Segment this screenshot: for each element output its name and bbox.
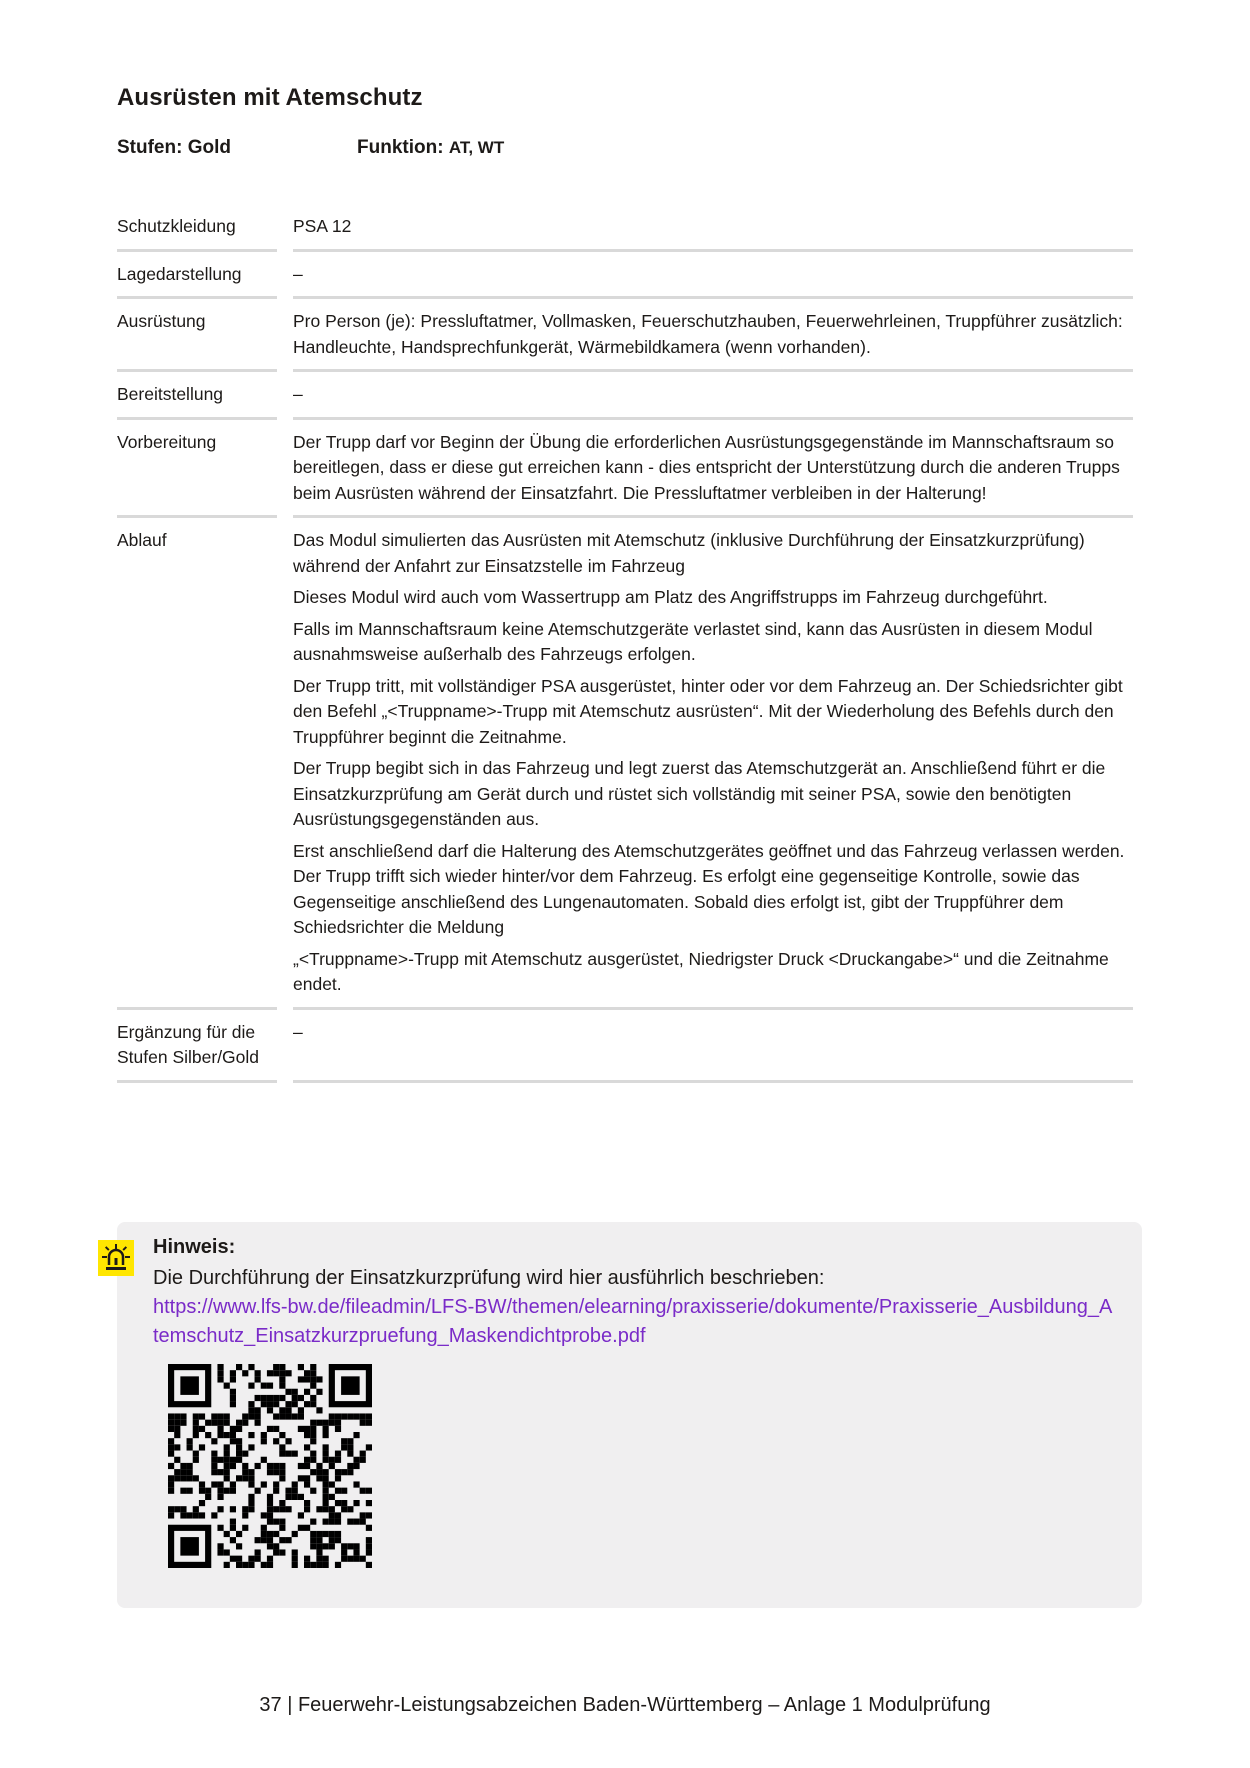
row-label: Lagedarstellung xyxy=(117,252,277,300)
row-paragraph: Falls im Mannschaftsraum keine Atemschutzgeräte verlastet sind, kann das Ausrüsten in diesem Modul ausnahmsweise außerhalb des Fahrzeugs erfolgen. xyxy=(293,618,1093,664)
table-row xyxy=(117,1010,1133,1083)
funktion-label: Funktion: xyxy=(357,137,444,158)
row-value xyxy=(293,210,1133,252)
row-value xyxy=(293,299,1133,372)
row-value xyxy=(293,252,1133,300)
stufen-label: Stufen: xyxy=(117,137,183,158)
page-number: 37 xyxy=(259,1694,282,1716)
row-paragraph: – xyxy=(293,1021,303,1042)
row-value xyxy=(293,1010,1133,1083)
row-paragraph: Der Trupp tritt, mit vollständiger PSA ausgerüstet, hinter oder vor dem Fahrzeug an. Der Schiedsrichter gibt den Befehl „<Truppname>-Trupp mit Atemschutz ausrüsten“. Mit der Wiederholung des Befehls durch den Truppführer beginnt die Zeitnahme. xyxy=(293,675,1123,747)
row-paragraph: Der Trupp darf vor Beginn der Übung die erforderlichen Ausrüstungsgegenstände im Mannschaftsraum so bereitlegen, dass er diese gut erreichen kann - dies entspricht der Unterstützung durch die anderen Trupps beim Ausrüsten während der Einsatzfahrt. Die Pressluftatmer verbleiben in der Halterung! xyxy=(293,431,1120,503)
row-paragraph: Erst anschließend darf die Halterung des Atemschutzgerätes geöffnet und das Fahrzeug verlassen werden. Der Trupp trifft sich wieder hinter/vor dem Fahrzeug. Es erfolgt eine gegenseitige Kontrolle, sowie das Gegenseitige anschließend des Lungenautomaten. Sobald dies erfolgt ist, gibt der Truppführer dem Schiedsrichter die Meldung xyxy=(293,840,1125,937)
row-paragraph: Das Modul simulierten das Ausrüsten mit Atemschutz (inklusive Durchführung der Einsatzkurzprüfung) während der Anfahrt zur Einsatzstelle im Fahrzeug xyxy=(293,530,1085,576)
table-row xyxy=(117,299,1133,372)
row-paragraph: Pro Person (je): Pressluftatmer, Vollmasken, Feuerschutzhauben, Feuerwehrleinen, Truppführer zusätzlich: Handleuchte, Handsprechfunkgerät, Wärmebildkamera (wenn vorhanden). xyxy=(293,311,1123,357)
stufen-info xyxy=(117,137,231,159)
page-footer xyxy=(0,1694,1250,1717)
row-value xyxy=(293,518,1133,1010)
row-label: Ablauf xyxy=(117,518,277,1010)
hint-title: Hinweis: xyxy=(153,1236,236,1258)
stufen-value: Gold xyxy=(187,137,231,158)
funktion-value: AT, WT xyxy=(448,138,505,157)
warning-light-icon xyxy=(98,1240,134,1276)
row-value xyxy=(293,372,1133,420)
row-paragraph: Der Trupp begibt sich in das Fahrzeug und legt zuerst das Atemschutzgerät an. Anschließend führt er die Einsatzkurzprüfung am Gerät durch und rüstet sich vollständig mit seiner PSA, sowie den benötigten Ausrüstungsgegenständen aus. xyxy=(293,758,1106,829)
row-value xyxy=(293,420,1133,519)
row-paragraph: – xyxy=(293,263,303,284)
row-paragraph: – xyxy=(293,384,303,404)
table-row xyxy=(117,518,1133,1010)
table-row xyxy=(117,420,1133,519)
footer-separator: | xyxy=(287,1694,293,1716)
hint-link[interactable]: https://www.lfs-bw.de/fileadmin/LFS-BW/themen/elearning/praxisserie/dokumente/Praxisserie_Ausbildung_Atemschutz_Einsatzkurzpruefung_Maskendichtprobe.pdf xyxy=(153,1296,1113,1347)
row-paragraph: „<Truppname>-Trupp mit Atemschutz ausgerüstet, Niedrigster Druck <Druckangabe>“ und die Zeitnahme endet. xyxy=(293,948,1109,994)
row-label: Ausrüstung xyxy=(117,299,277,372)
module-table xyxy=(117,210,1133,1083)
row-paragraph: Dieses Modul wird auch vom Wassertrupp am Platz des Angriffstrupps im Fahrzeug durchgeführt. xyxy=(293,587,1048,607)
footer-text: Feuerwehr-Leistungsabzeichen Baden-Württemberg – Anlage 1 Modulprüfung xyxy=(297,1694,991,1716)
row-label: Schutzkleidung xyxy=(117,210,277,252)
qr-code-icon xyxy=(168,1364,372,1568)
row-label: Bereitstellung xyxy=(117,372,277,420)
table-row xyxy=(117,252,1133,300)
row-label: Vorbereitung xyxy=(117,420,277,519)
hint-text: Die Durchführung der Einsatzkurzprüfung wird hier ausführlich beschrieben: xyxy=(153,1267,825,1289)
row-paragraph: PSA 12 xyxy=(293,216,352,236)
table-row xyxy=(117,372,1133,420)
table-row xyxy=(117,210,1133,252)
funktion-info xyxy=(357,137,504,159)
row-label: Ergänzung für die Stufen Silber/Gold xyxy=(117,1010,277,1083)
page-title: Ausrüsten mit Atemschutz xyxy=(117,84,423,111)
